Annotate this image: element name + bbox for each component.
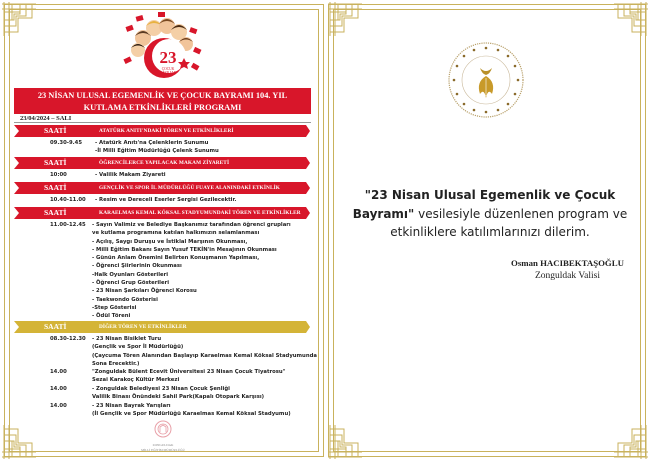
section-saati-label: SAATİ bbox=[44, 208, 67, 217]
schedule-item: - 23 Nisan Bayrak Yarışları bbox=[92, 403, 171, 409]
section-title: GENÇLİK VE SPOR İL MÜDÜRLÜĞÜ FUAYE ALANINDAKİ ETKİNLİK bbox=[99, 185, 280, 191]
schedule-item: "Zonguldak Bülent Ecevit Üniversitesi 23 Nisan Çocuk Tiyatrosu" bbox=[92, 369, 286, 375]
valilik-emblem-icon bbox=[446, 40, 526, 120]
valilik-emblem bbox=[446, 40, 526, 120]
section-saati-label: SAATİ bbox=[44, 322, 67, 331]
schedule-time: 09.30-9.45 bbox=[50, 140, 83, 146]
meb-footer-line2: MİLLİ EĞİTİM MÜDÜRLÜĞÜ bbox=[141, 447, 185, 452]
schedule-item: - Valilik Makam Ziyareti bbox=[95, 172, 166, 178]
schedule-item: - Günün Anlam Önemini Belirten Konuşmanın Yapılması, bbox=[92, 255, 260, 262]
schedule-item: -Halk Oyunları Gösterileri bbox=[92, 271, 169, 278]
schedule-item: Sona Erecektir.) bbox=[92, 360, 140, 367]
schedule-item: - Ödül Töreni bbox=[92, 313, 131, 320]
section-banner bbox=[14, 125, 310, 137]
corner-ornament-icon bbox=[326, 425, 362, 461]
schedule-item: - Resim ve Dereceli Eserler Sergisi Gezilecektir. bbox=[95, 197, 237, 203]
schedule-item: ve kutlama programına katılan halkımızın selamlanması bbox=[92, 230, 260, 237]
schedule-item: - Zonguldak Belediyesi 23 Nisan Çocuk Şenliği bbox=[92, 386, 230, 392]
schedule-item: - Öğrenci Grup Gösterileri bbox=[92, 280, 170, 287]
section-title: KARAELMAS KEMAL KÖKSAL STADYUMUNDAKİ TÖREN VE ETKİNLİKLER bbox=[99, 210, 301, 216]
schedule-item: - Atatürk Anıtı'na Çelenklerin Sunumu bbox=[95, 140, 209, 146]
corner-ornament-icon bbox=[614, 0, 650, 36]
section-banner bbox=[14, 157, 310, 169]
schedule-time: 14.00 bbox=[50, 403, 67, 409]
message-bold: "23 Nisan Ulusal Egemenlik ve Çocuk Bayramı" bbox=[352, 188, 616, 221]
section-banner bbox=[14, 182, 310, 194]
section-title: ÖĞRENCİLERCE YAPILACAK MAKAM ZİYARETİ bbox=[99, 160, 230, 166]
schedule-item: - Öğrenci Şiirlerinin Okunması bbox=[92, 263, 182, 270]
schedule-item: - Milli Eğitim Bakanı Sayın Yusuf TEKİN'in Mesajının Okunması bbox=[92, 246, 277, 253]
schedule-item: - Sayın Valimiz ve Belediye Başkanımız tarafından öğrenci grupları bbox=[92, 222, 291, 228]
corner-ornament-icon bbox=[614, 425, 650, 461]
schedule-item: (Gençlik ve Spor İl Müdürlüğü) bbox=[92, 344, 184, 351]
section-title: DİĞER TÖREN VE ETKİNLİKLER bbox=[99, 324, 187, 330]
schedule-item: -Step Gösterisi bbox=[92, 304, 137, 311]
program-title bbox=[14, 88, 311, 114]
schedule-time: 08.30-12.30 bbox=[50, 336, 86, 342]
schedule-item: - 23 Nisan Şarkıları Öğrenci Korosu bbox=[92, 288, 197, 295]
logo-caption-1: ÇOCUK bbox=[161, 67, 175, 71]
logo-caption-2: BAYRAMI bbox=[159, 71, 177, 75]
right-page bbox=[326, 0, 650, 461]
schedule-item: - 23 Nisan Bisiklet Turu bbox=[92, 336, 162, 342]
section-banner bbox=[14, 207, 310, 219]
corner-ornament-icon bbox=[0, 425, 36, 461]
schedule-time: 10.40-11.00 bbox=[50, 197, 86, 203]
meb-footer-line1: ZONGULDAK bbox=[152, 443, 174, 447]
schedule-item: - Açılış, Saygı Duruşu ve İstiklal Marşının Okunması, bbox=[92, 238, 248, 245]
meb-footer-logo bbox=[133, 420, 193, 452]
invitation-message bbox=[340, 186, 640, 242]
schedule-time: 11.00-12.45 bbox=[50, 222, 86, 228]
schedule-item: Sezai Karakoç Kültür Merkezi bbox=[92, 377, 180, 384]
schedule-item: (Çaycuma Tören Alanından Başlayıp Karaelmas Kemal Köksal Stadyumunda bbox=[92, 352, 317, 359]
logo-number: 23 bbox=[159, 48, 177, 67]
message-rest: vesilesiyle düzenlenen program ve etkinliklere katılımlarınızı dilerim. bbox=[390, 206, 628, 239]
corner-ornament-icon bbox=[326, 0, 362, 36]
23-nisan-logo-icon bbox=[118, 8, 208, 84]
program-title-line2: KUTLAMA ETKİNLİKLERİ PROGRAMI bbox=[83, 102, 242, 112]
schedule-item: (İl Gençlik ve Spor Müdürlüğü Karaelmas Kemal Köksal Stadyumu) bbox=[92, 411, 291, 418]
schedule-item: Valilik Binası Önündeki Sahil Park(Kapalı Otopark Karşısı) bbox=[92, 394, 265, 401]
date-divider bbox=[14, 122, 311, 123]
section-saati-label: SAATİ bbox=[44, 183, 67, 192]
schedule-item: -İl Milli Eğitim Müdürlüğü Çelenk Sunumu bbox=[95, 148, 219, 155]
corner-ornament-icon bbox=[0, 0, 36, 36]
schedule-time: 14.00 bbox=[50, 386, 67, 392]
schedule-time: 10:00 bbox=[50, 172, 67, 178]
signer-title: Zonguldak Valisi bbox=[534, 271, 600, 281]
section-saati-label: SAATİ bbox=[44, 158, 67, 167]
program-title-line1: 23 NİSAN ULUSAL EGEMENLİK VE ÇOCUK BAYRAMI 104. YIL bbox=[37, 91, 288, 100]
schedule-time: 14.00 bbox=[50, 369, 67, 375]
signer-name: Osman HACIBEKTAŞOĞLU bbox=[511, 258, 624, 268]
cocuk-bayrami-logo bbox=[118, 8, 208, 84]
section-banner bbox=[14, 321, 310, 333]
signature-block bbox=[511, 258, 624, 281]
program-date: 23/04/2024 – SALI bbox=[20, 115, 72, 122]
schedule-item: - Taekwondo Gösterisi bbox=[92, 296, 158, 303]
meb-emblem-icon bbox=[154, 420, 172, 438]
section-saati-label: SAATİ bbox=[44, 126, 67, 135]
section-title: ATATÜRK ANITI'NDAKİ TÖREN VE ETKİNLİKLERİ bbox=[99, 128, 234, 134]
